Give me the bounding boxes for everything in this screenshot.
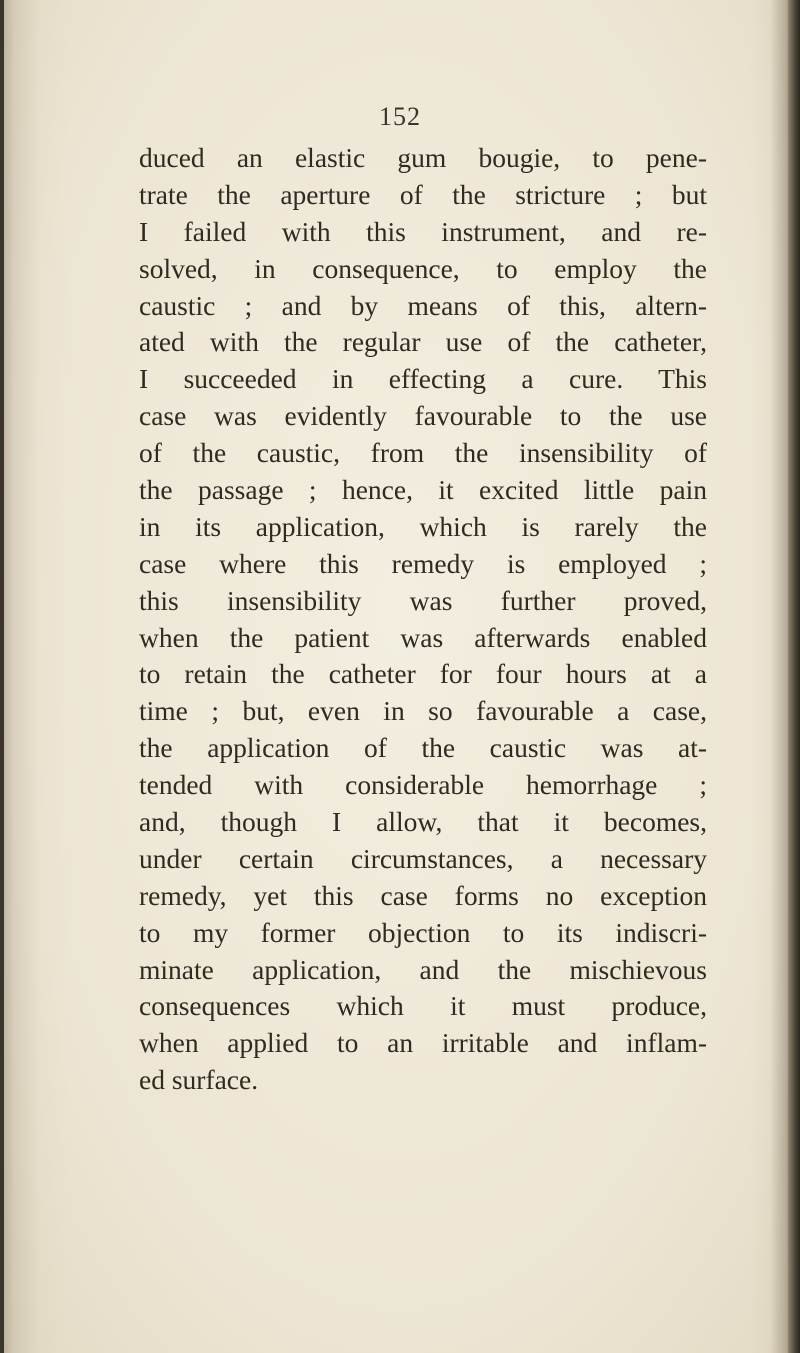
text-line: tended with considerable hemorrhage ; [139, 769, 707, 801]
text-line: under certain circumstances, a necessary [139, 842, 707, 874]
text-line: of the caustic, from the insensibility of [139, 437, 707, 469]
text-line: this insensibility was further proved, [139, 584, 707, 616]
text-line: the application of the caustic was at- [139, 732, 707, 764]
text-line: solved, in consequence, to employ the [139, 252, 707, 284]
text-line: consequences which it must produce, [139, 990, 707, 1022]
text-line: when the patient was afterwards enabled [139, 621, 707, 653]
text-line: in its application, which is rarely the [139, 510, 707, 542]
page-right-edge [788, 0, 800, 1353]
text-line: duced an elastic gum bougie, to pene- [139, 142, 707, 173]
text-line: caustic ; and by means of this, altern- [139, 289, 707, 321]
text-line: to my former objection to its indiscri- [139, 916, 707, 948]
text-line: minate application, and the mischievous [139, 953, 707, 985]
text-line: remedy, yet this case forms no exception [139, 879, 707, 911]
text-line: trate the aperture of the stricture ; but [139, 178, 707, 210]
body-text [139, 140, 707, 1099]
text-line: ated with the regular use of the catheter, [139, 326, 707, 358]
text-line: time ; but, even in so favourable a case, [139, 695, 707, 727]
text-line: I succeeded in effecting a cure. This [139, 363, 707, 395]
text-line: I failed with this instrument, and re- [139, 215, 707, 247]
page-left-edge [0, 0, 4, 1353]
text-line: and, though I allow, that it becomes, [139, 806, 707, 838]
text-line: when applied to an irritable and inflam- [139, 1027, 707, 1059]
text-line-last: ed surface. [139, 1064, 259, 1096]
text-line: case where this remedy is employed ; [139, 547, 707, 579]
text-line: the passage ; hence, it excited little pain [139, 474, 707, 506]
page-number: 152 [379, 102, 421, 131]
text-line: case was evidently favourable to the use [139, 400, 707, 432]
text-line: to retain the catheter for four hours at a [139, 658, 707, 690]
